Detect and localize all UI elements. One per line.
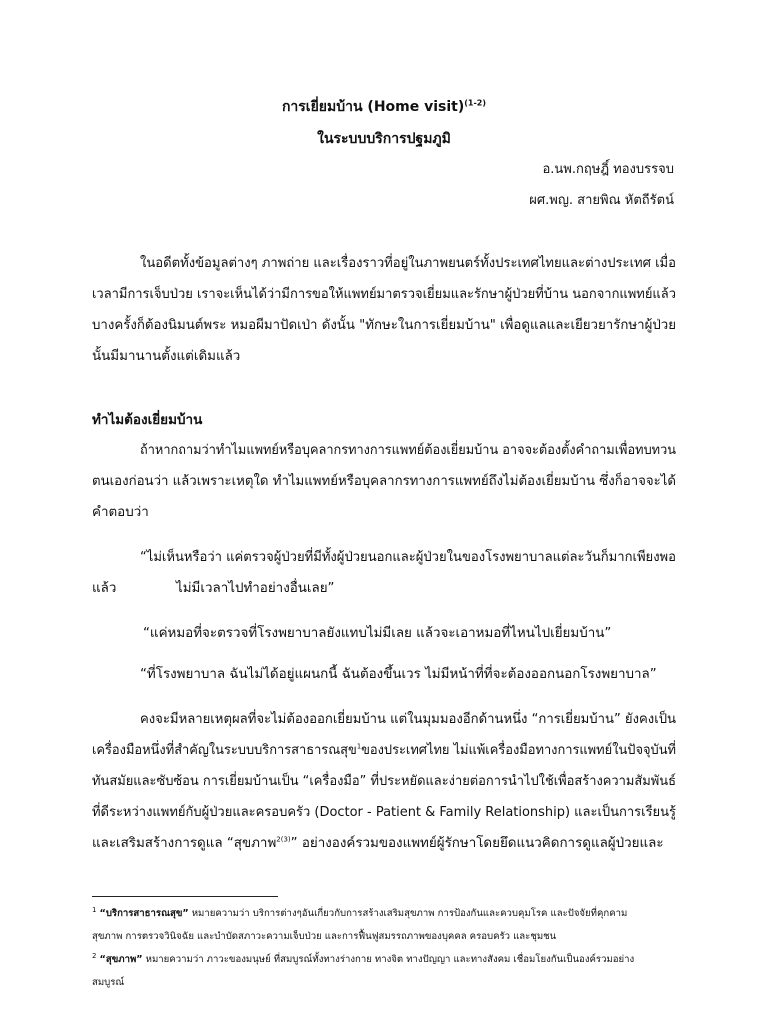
body-line [92,832,664,853]
footnote-term: “สุขภาพ” [99,954,143,965]
title-citation: (1-2) [464,98,487,108]
author-1: อ.นพ.กฤษฎิ์ ทองบรรจบ [542,162,674,177]
footnote-2-cont: สมบูรณ์ [92,977,125,988]
body-line: ถ้าหากถามว่าทำไมแพทย์หรือบุคลากรทางการแพทย์ต้องเยี่ยมบ้าน อาจจะต้องตั้งคำถามเพื่อทบทวน [140,443,676,458]
title-text: การเยี่ยมบ้าน (Home visit) [281,99,465,115]
quote-line-start: แล้ว [92,581,117,596]
quote-line: “ที่โรงพยาบาล ฉันไม่ได้อยู่แผนกนี้ ฉันต้องขึ้นเวร ไม่มีหน้าที่ที่จะต้องออกนอกโรงพยาบาล” [140,667,657,682]
footnote-2 [92,952,634,967]
document-title [0,96,768,118]
body-line: คำตอบว่า [92,505,149,520]
footnote-number: 1 [92,905,97,914]
body-line: ทันสมัยและซับซ้อน การเยี่ยมบ้านเป็น “เครื่องมือ” ที่ประหยัดและง่ายต่อการนำไปใช้เพื่อสร้างความสัมพันธ์ [92,774,676,789]
body-line [92,739,676,760]
footnote-1-cont: สุขภาพ การตรวจวินิจฉัย และบำบัดสภาวะความเจ็บป่วย และการฟื้นฟูสมรรถภาพของบุคคล ครอบครัว และชุมชน [92,931,557,942]
body-line: คงจะมีหลายเหตุผลที่จะไม่ต้องออกเยี่ยมบ้าน แต่ในมุมมองอีกด้านหนึ่ง “การเยี่ยมบ้าน” ยังคงเป็น [140,712,676,727]
section-heading: ทำไมต้องเยี่ยมบ้าน [92,412,203,428]
quote-line: “แค่หมอที่จะตรวจที่โรงพยาบาลยังแทบไม่มีเลย แล้วจะเอาหมอที่ไหนไปเยี่ยมบ้าน” [143,626,612,641]
footnote-ref: 2(3) [276,835,291,844]
footnote-text: หมายความว่า บริการต่างๆอันเกี่ยวกับการสร้างเสริมสุขภาพ การป้องกันและควบคุมโรค และปัจจัยที่คุกคาม [188,908,628,919]
document-subtitle: ในระบบบริการปฐมภูมิ [317,131,451,147]
footnote-number: 2 [92,951,97,960]
footnote-text: หมายความว่า ภาวะของมนุษย์ ที่สมบูรณ์ทั้งทางร่างกาย ทางจิต ทางปัญญา และทางสังคม เชื่อมโยงกันเป็นองค์รวมอย่าง [142,954,635,965]
quote-line: ไม่มีเวลาไปทำอย่างอื่นเลย” [176,581,335,596]
body-line: ตนเองก่อนว่า แล้วเพราะเหตุใด ทำไมแพทย์หรือบุคลากรทางการแพทย์ถึงไม่ต้องเยี่ยมบ้าน ซึ่งก็อาจจะได้ [92,474,676,489]
body-line: ที่ดีระหว่างแพทย์กับผู้ป่วยและครอบครัว (Doctor - Patient & Family Relationship) และเป็นการเรียนรู้ [92,805,676,820]
intro-line: ในอดีตทั้งข้อมูลต่างๆ ภาพถ่าย และเรื่องราวที่อยู่ในภาพยนตร์ทั้งประเทศไทยและต่างประเทศ เมื่อ [140,256,676,271]
footnote-ref: 1 [356,742,362,751]
body-text: เครื่องมือหนึ่งที่สำคัญในระบบบริการสาธารณสุข [92,743,357,758]
body-text: และเสริมสร้างการดูแล “สุขภาพ [92,836,277,851]
footnote-separator [92,896,278,897]
intro-line: นั้นมีมานานตั้งแต่เดิมแล้ว [92,349,241,364]
footnote-1 [92,906,627,921]
intro-line: บางครั้งก็ต้องนิมนต์พระ หมอผีมาปัดเป่า ดังนั้น "ทักษะในการเยี่ยมบ้าน" เพื่อดูแลและเยียวยารักษาผู้ป่วย [92,318,676,333]
body-text: ” อย่างองค์รวมของแพทย์ผู้รักษาโดยยึดแนวคิดการดูแลผู้ป่วยและ [290,836,664,851]
body-text: ของประเทศไทย ไม่แพ้เครื่องมือทางการแพทย์ในปัจจุบันที่ [361,743,676,758]
intro-line: เวลามีการเจ็บป่วย เราจะเห็นได้ว่ามีการขอให้แพทย์มาตรวจเยี่ยมและรักษาผู้ป่วยที่บ้าน นอกจากแพทย์แล้ว [92,287,676,302]
quote-line: “ไม่เห็นหรือว่า แค่ตรวจผู้ป่วยที่มีทั้งผู้ป่วยนอกและผู้ป่วยในของโรงพยาบาลแต่ละวันก็มากเพียงพอ [140,550,676,565]
footnote-term: “บริการสาธารณสุข” [99,908,189,919]
author-2: ผศ.พญ. สายพิณ หัตถีรัตน์ [529,193,674,208]
